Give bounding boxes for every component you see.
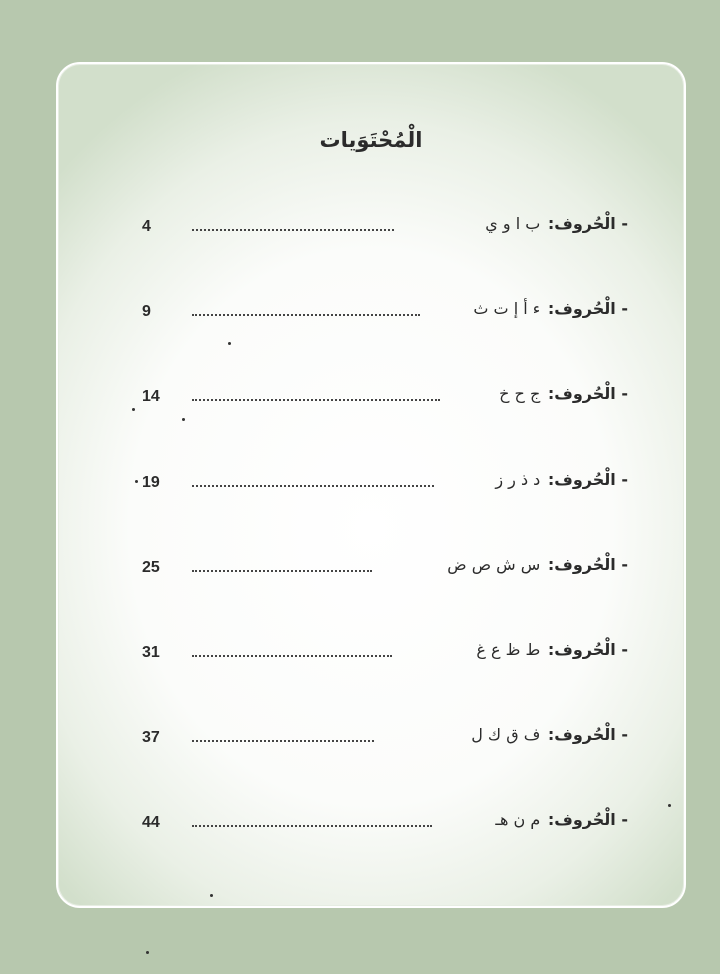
print-speck	[228, 342, 231, 345]
entry-text	[499, 384, 628, 403]
dot-leader	[192, 655, 392, 657]
entry-label: - الْحُروف:	[547, 470, 628, 489]
dot-leader	[192, 485, 434, 487]
toc-entry[interactable]	[58, 299, 684, 329]
entry-label: - الْحُروف:	[547, 299, 628, 318]
page-number: 37	[142, 729, 160, 746]
toc-entry[interactable]	[58, 640, 684, 670]
page-number: 14	[142, 388, 160, 405]
toc-entry[interactable]	[58, 810, 684, 840]
print-speck	[182, 418, 185, 421]
print-speck	[210, 894, 213, 897]
dot-leader	[192, 825, 432, 827]
entry-text	[471, 725, 628, 744]
entry-label: - الْحُروف:	[547, 810, 628, 829]
print-speck	[132, 408, 135, 411]
entry-letters: د ذ ر ز	[495, 470, 541, 489]
contents-panel	[56, 62, 686, 908]
print-speck	[146, 951, 149, 954]
entry-letters: ء أ إ ت ث	[473, 299, 541, 318]
entry-text	[476, 640, 628, 659]
entry-text	[473, 299, 628, 318]
dot-leader	[192, 740, 374, 742]
toc-entry[interactable]	[58, 470, 684, 500]
print-speck	[668, 804, 671, 807]
entry-text	[495, 810, 628, 829]
page-number: 4	[142, 218, 151, 235]
entry-letters: ب ا و ي	[485, 214, 541, 233]
dot-leader	[192, 229, 394, 231]
entry-letters: س ش ص ض	[447, 555, 541, 574]
entry-letters: م ن هـ	[495, 810, 541, 829]
entry-label: - الْحُروف:	[547, 725, 628, 744]
entry-letters: ج ح خ	[499, 384, 541, 403]
page-title: الْمُحْتَوَيات	[319, 128, 423, 152]
print-speck	[135, 480, 138, 483]
entry-label: - الْحُروف:	[547, 384, 628, 403]
entry-letters: ط ظ ع غ	[476, 640, 541, 659]
entry-text	[495, 470, 628, 489]
page-number: 19	[142, 474, 160, 491]
entry-label: - الْحُروف:	[547, 214, 628, 233]
page-number: 31	[142, 644, 160, 661]
entry-text	[447, 555, 628, 574]
page-number: 25	[142, 559, 160, 576]
entry-label: - الْحُروف:	[547, 640, 628, 659]
dot-leader	[192, 570, 372, 572]
toc-entry[interactable]	[58, 214, 684, 244]
toc-entry[interactable]	[58, 725, 684, 755]
page-number: 9	[142, 303, 151, 320]
toc-entry[interactable]	[58, 384, 684, 414]
dot-leader	[192, 314, 420, 316]
entry-text	[485, 214, 628, 233]
entry-letters: ف ق ك ل	[471, 725, 541, 744]
toc-entry[interactable]	[58, 555, 684, 585]
entry-label: - الْحُروف:	[547, 555, 628, 574]
dot-leader	[192, 399, 440, 401]
page-number: 44	[142, 814, 160, 831]
